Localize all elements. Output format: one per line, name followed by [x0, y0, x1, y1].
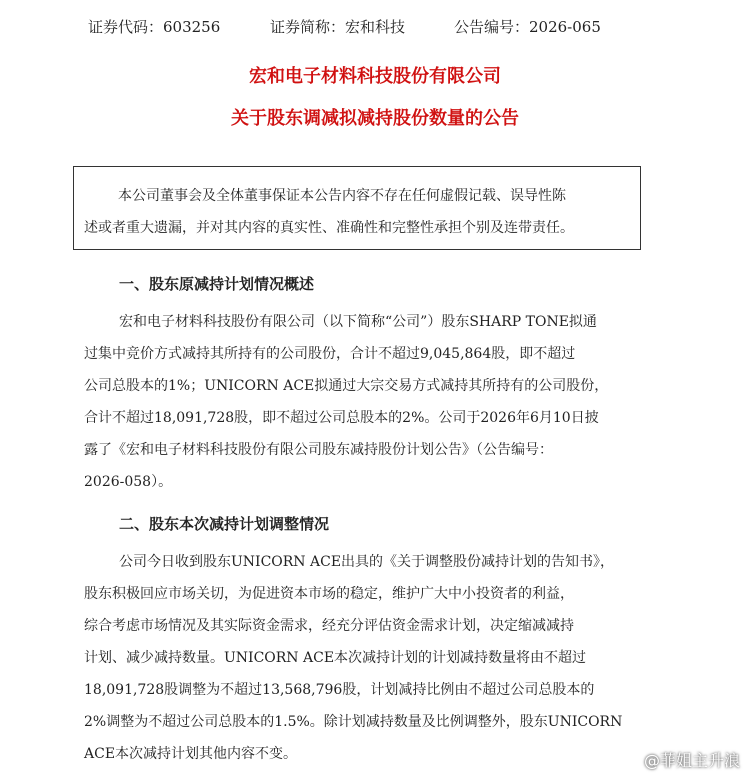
- paragraph-line: 公司总股本的1%；UNICORN ACE拟通过大宗交易方式减持其所持有的公司股份，: [84, 378, 609, 394]
- announcement-subject: 关于股东调减拟减持股份数量的公告: [231, 108, 519, 129]
- watermark-text: @菲姐主升浪: [643, 750, 740, 770]
- paragraph-line: 股东积极回应市场关切，为促进资本市场的稳定，维护广大中小投资者的利益，: [84, 586, 574, 602]
- notice-line: 本公司董事会及全体董事保证本公告内容不存在任何虚假记载、误导性陈: [118, 188, 566, 204]
- paragraph-line: 公司今日收到股东UNICORN ACE出具的《关于调整股份减持计划的告知书》，: [119, 554, 615, 570]
- paragraph-line: 18,091,728股调整为不超过13,568,796股，计划减持比例由不超过公司总股本的: [84, 682, 595, 698]
- paragraph-line: ACE本次减持计划其他内容不变。: [84, 746, 298, 762]
- weibo-watermark: [616, 747, 740, 771]
- announcement-number: 公告编号：2026-065: [454, 18, 601, 36]
- paragraph-line: 计划、减少减持数量。UNICORN ACE本次减持计划的计划减持数量将由不超过: [84, 650, 587, 666]
- paragraph-line: 宏和电子材料科技股份有限公司（以下简称“公司”）股东SHARP TONE拟通: [119, 314, 597, 330]
- company-title: 宏和电子材料科技股份有限公司: [249, 66, 501, 87]
- paragraph-line: 综合考虑市场情况及其实际资金需求，经充分评估资金需求计划，决定缩减减持: [84, 618, 574, 634]
- weibo-icon: [616, 750, 638, 768]
- paragraph-line: 过集中竞价方式减持其所持有的公司股份，合计不超过9,045,864股，即不超过: [84, 346, 576, 362]
- paragraph-line: 露了《宏和电子材料科技股份有限公司股东减持股份计划公告》（公告编号：: [84, 442, 553, 458]
- section-1-heading: 一、股东原减持计划情况概述: [119, 275, 315, 293]
- paragraph-line: 2%调整为不超过公司总股本的1.5%。除计划减持数量及比例调整外，股东UNICORN: [84, 714, 623, 730]
- section-2-heading: 二、股东本次减持计划调整情况: [119, 515, 330, 533]
- board-guarantee-notice: [73, 166, 641, 250]
- security-abbreviation: 证券简称：宏和科技: [270, 18, 406, 36]
- notice-line: 述或者重大遗漏，并对其内容的真实性、准确性和完整性承担个别及连带责任。: [84, 220, 574, 236]
- announcement-header: [88, 14, 708, 40]
- paragraph-line: 2026-058）。: [84, 474, 173, 490]
- paragraph-line: 合计不超过18,091,728股，即不超过公司总股本的2%。公司于2026年6月10日披: [84, 410, 599, 426]
- security-code: 证券代码：603256: [88, 18, 221, 36]
